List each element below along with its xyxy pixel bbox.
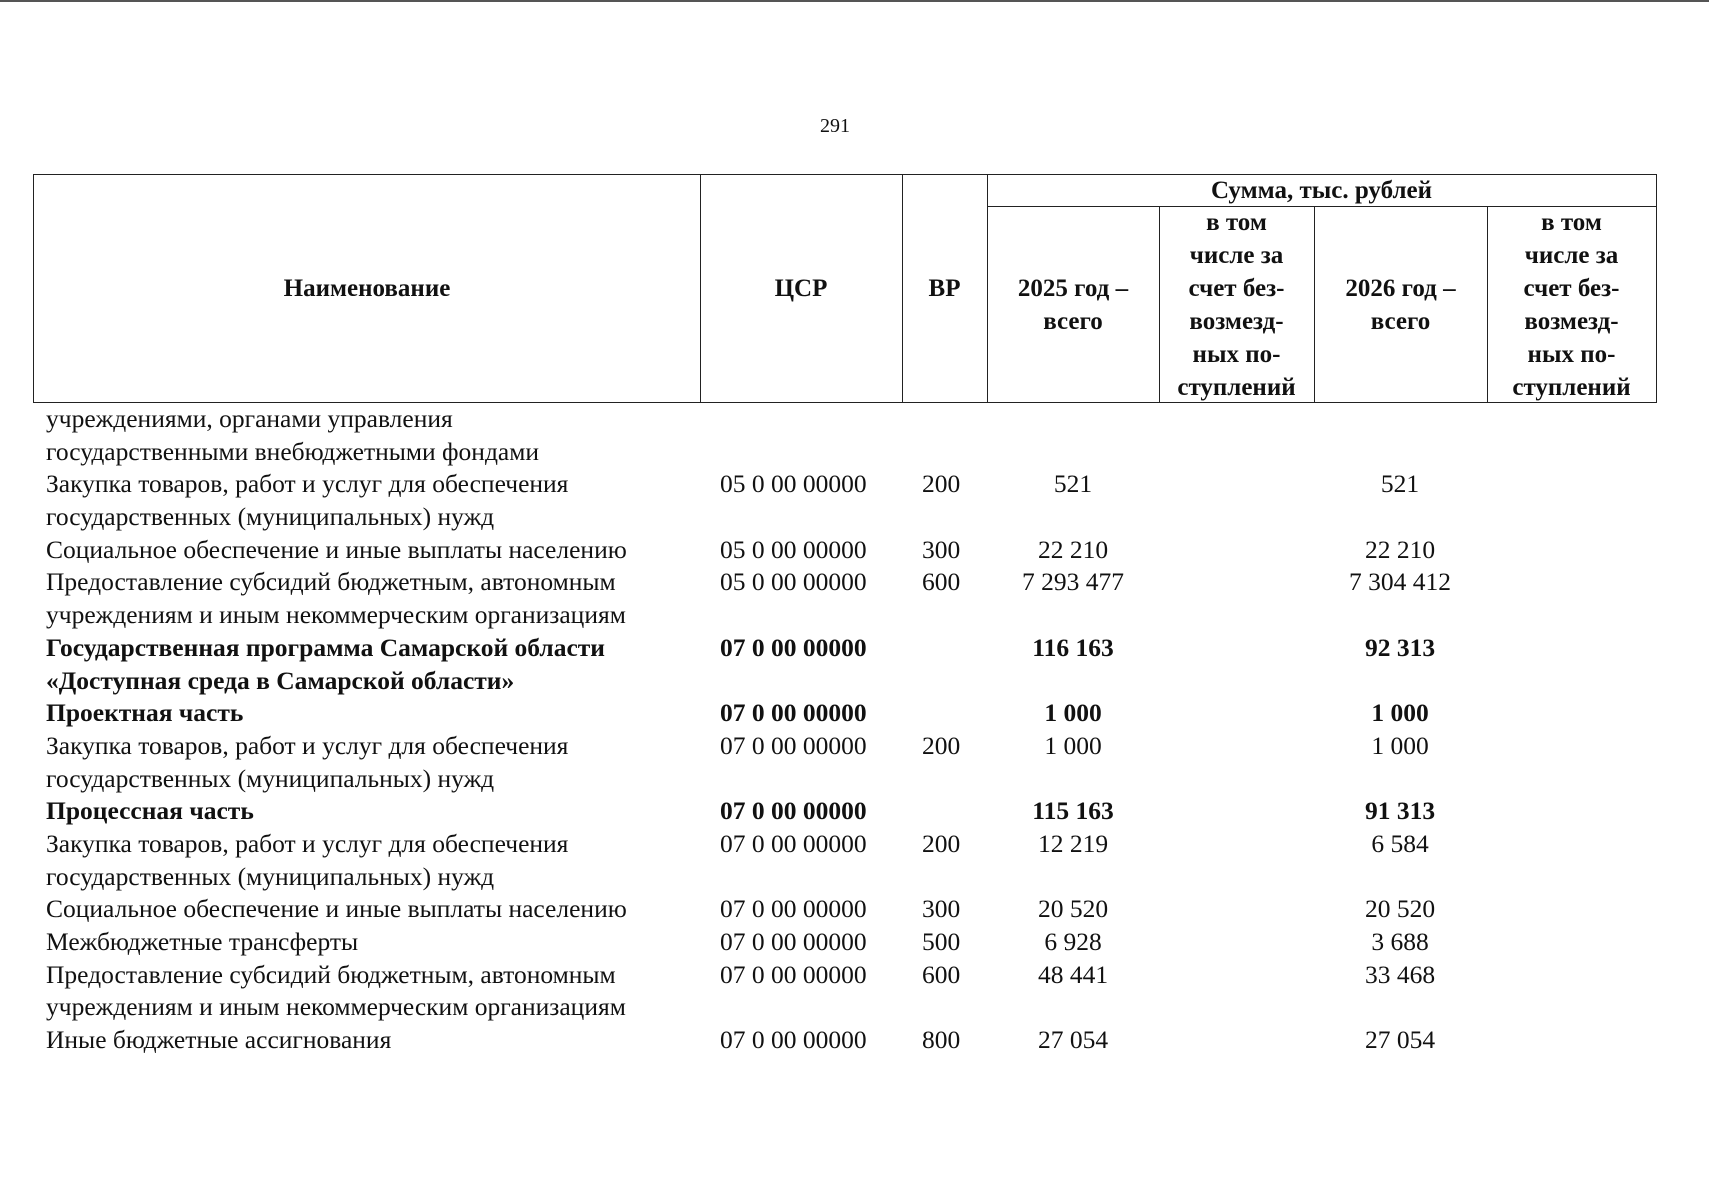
row-2026-total: 7 304 412 [1349, 567, 1451, 597]
table-row [0, 566, 1709, 631]
table-row [0, 926, 1709, 959]
header-csr: ЦСР [774, 275, 828, 302]
row-2026-total: 92 313 [1364, 632, 1436, 662]
row-2025-total: 48 441 [1037, 959, 1109, 989]
row-name-line: государственных (муниципальных) нужд [46, 763, 495, 793]
table-row [0, 697, 1709, 730]
table-row [0, 959, 1709, 1024]
table-row [0, 1024, 1709, 1057]
row-name-line: «Доступная среда в Самарской области» [46, 665, 515, 695]
row-vr: 600 [922, 959, 961, 989]
row-vr: 200 [922, 469, 961, 499]
row-csr: 07 0 00 00000 [720, 632, 867, 662]
row-vr: 500 [922, 927, 961, 957]
row-vr: 200 [922, 829, 961, 859]
row-csr: 05 0 00 00000 [720, 567, 867, 597]
row-2026-total: 521 [1380, 469, 1420, 499]
row-name [46, 468, 706, 533]
row-2026-total: 1 000 [1371, 730, 1429, 760]
row-csr: 05 0 00 00000 [720, 469, 867, 499]
table-row [0, 730, 1709, 795]
row-2026-total: 1 000 [1371, 698, 1429, 728]
row-2026-total: 22 210 [1364, 534, 1436, 564]
page-number: 291 [820, 115, 850, 137]
row-name-line: Закупка товаров, работ и услуг для обеспечения [46, 730, 569, 760]
row-name-line: учреждениям и иным некоммерческим организациям [46, 992, 626, 1022]
row-vr: 300 [922, 894, 961, 924]
table-row [0, 468, 1709, 533]
row-2025-total: 20 520 [1037, 894, 1109, 924]
row-name-line: государственных (муниципальных) нужд [46, 861, 495, 891]
row-name-line: Предоставление субсидий бюджетным, автономным [46, 567, 616, 597]
row-2025-total: 521 [1053, 469, 1093, 499]
row-name-line: Предоставление субсидий бюджетным, автономным [46, 959, 616, 989]
row-2025-total: 7 293 477 [1022, 567, 1124, 597]
row-2026-total: 91 313 [1364, 796, 1436, 826]
row-2025-total: 22 210 [1037, 534, 1109, 564]
row-2026-total: 33 468 [1364, 959, 1436, 989]
row-name-line: учреждениям и иным некоммерческим организациям [46, 600, 626, 630]
row-name [46, 403, 706, 468]
row-name-line: Закупка товаров, работ и услуг для обеспечения [46, 829, 569, 859]
row-2025-total: 116 163 [1032, 632, 1114, 662]
row-2025-total: 27 054 [1037, 1025, 1109, 1055]
row-name [46, 828, 706, 893]
row-vr: 200 [922, 730, 961, 760]
row-2025-total: 6 928 [1044, 927, 1102, 957]
row-name-line: Иные бюджетные ассигнования [46, 1025, 392, 1055]
row-2025-total: 1 000 [1044, 730, 1102, 760]
row-name [46, 697, 706, 730]
row-name [46, 632, 706, 697]
table-row [0, 534, 1709, 567]
row-csr: 07 0 00 00000 [720, 698, 867, 728]
row-name [46, 893, 706, 926]
table-row [0, 632, 1709, 697]
row-2025-total: 12 219 [1037, 829, 1109, 859]
row-csr: 07 0 00 00000 [720, 1025, 867, 1055]
table-row [0, 403, 1709, 468]
row-name-line: Межбюджетные трансферты [46, 927, 359, 957]
table-row [0, 893, 1709, 926]
table-body [0, 403, 1709, 1057]
row-name-line: Социальное обеспечение и иные выплаты населению [46, 894, 627, 924]
header-2025-free: в том числе за счет без-возмезд-ных по-ступлений [1177, 208, 1296, 401]
header-name: Наименование [283, 275, 451, 302]
row-2026-total: 20 520 [1364, 894, 1436, 924]
row-vr: 800 [922, 1025, 961, 1055]
row-vr: 300 [922, 534, 961, 564]
row-2026-total: 6 584 [1371, 829, 1429, 859]
table-row [0, 828, 1709, 893]
table-row [0, 795, 1709, 828]
row-csr: 07 0 00 00000 [720, 894, 867, 924]
page-top-border [0, 0, 1709, 2]
row-2025-total: 1 000 [1044, 698, 1102, 728]
row-name-line: Проектная часть [46, 698, 244, 728]
row-vr: 600 [922, 567, 961, 597]
row-name [46, 1024, 706, 1057]
row-name [46, 534, 706, 567]
header-2026-free: в том числе за счет без-возмезд-ных по-ступлений [1512, 208, 1631, 401]
row-2025-total: 115 163 [1032, 796, 1114, 826]
row-name-line: учреждениями, органами управления [46, 404, 453, 433]
row-name-line: Процессная часть [46, 796, 254, 826]
row-name-line: Закупка товаров, работ и услуг для обеспечения [46, 469, 569, 499]
row-name [46, 566, 706, 631]
row-csr: 07 0 00 00000 [720, 730, 867, 760]
row-csr: 07 0 00 00000 [720, 829, 867, 859]
row-name-line: государственными внебюджетными фондами [46, 436, 540, 466]
header-vr: ВР [928, 275, 961, 302]
row-name-line: Государственная программа Самарской области [46, 632, 605, 662]
header-2026-total: 2026 год – всего [1345, 274, 1456, 335]
row-csr: 07 0 00 00000 [720, 927, 867, 957]
row-csr: 07 0 00 00000 [720, 796, 867, 826]
header-2025-total: 2025 год – всего [1017, 274, 1129, 335]
row-name-line: государственных (муниципальных) нужд [46, 502, 495, 532]
header-sum-title: Сумма, тыс. рублей [987, 175, 1656, 207]
table-header [33, 174, 1657, 403]
row-name [46, 926, 706, 959]
row-name-line: Социальное обеспечение и иные выплаты населению [46, 534, 627, 564]
row-name [46, 730, 706, 795]
row-csr: 07 0 00 00000 [720, 959, 867, 989]
row-csr: 05 0 00 00000 [720, 534, 867, 564]
row-name [46, 959, 706, 1024]
row-name [46, 795, 706, 828]
row-2026-total: 3 688 [1371, 927, 1429, 957]
row-2026-total: 27 054 [1364, 1025, 1436, 1055]
